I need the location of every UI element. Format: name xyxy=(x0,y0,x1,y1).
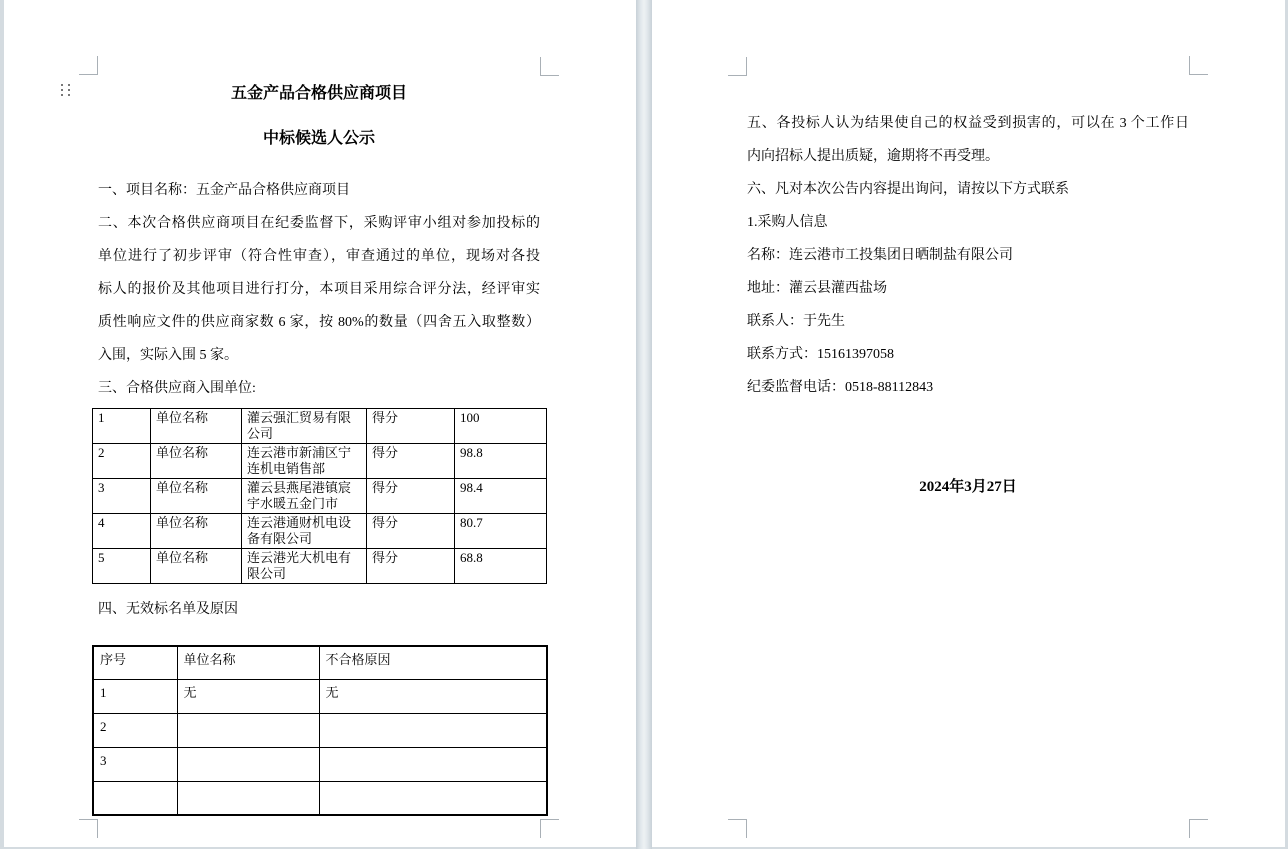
invalid-bids-table xyxy=(92,645,548,816)
unit-label-cell[interactable]: 单位名称 xyxy=(151,479,242,514)
winners-table-row xyxy=(93,514,547,549)
reason-cell[interactable] xyxy=(319,747,547,781)
unit-label-cell[interactable]: 单位名称 xyxy=(151,549,242,584)
body-line: 联系方式：15161397058 xyxy=(747,347,894,362)
crop-mark-p1-top-right xyxy=(540,57,559,76)
document-title xyxy=(98,71,540,161)
section4-heading: 四、无效标名单及原因 xyxy=(98,602,238,617)
seq-cell[interactable]: 2 xyxy=(93,444,151,479)
page-2[interactable] xyxy=(652,0,1285,847)
seq-cell[interactable]: 1 xyxy=(93,409,151,444)
body-line: 五、各投标人认为结果使自己的权益受到损害的，可以在 3 个工作日 xyxy=(747,116,1189,131)
unit-header-cell[interactable]: 单位名称 xyxy=(177,646,319,679)
seq-header-cell[interactable]: 序号 xyxy=(93,646,177,679)
crop-mark-p2-top-left xyxy=(728,57,747,76)
drag-handle-icon[interactable] xyxy=(61,84,70,96)
publish-date: 2024年3月27日 xyxy=(919,479,1017,495)
winners-table-row xyxy=(93,409,547,444)
seq-cell[interactable]: 1 xyxy=(93,679,177,713)
winners-table-row xyxy=(93,479,547,514)
body-line: 标人的报价及其他项目进行打分，本项目采用综合评分法，经评审实 xyxy=(98,282,540,297)
seq-cell[interactable]: 3 xyxy=(93,747,177,781)
winners-table xyxy=(92,408,547,584)
body-line: 联系人：于先生 xyxy=(747,314,845,329)
unit-cell[interactable] xyxy=(177,747,319,781)
score-label-cell[interactable]: 得分 xyxy=(367,444,455,479)
body-line: 1.采购人信息 xyxy=(747,215,828,230)
unit-label-cell[interactable]: 单位名称 xyxy=(151,514,242,549)
winners-table-row xyxy=(93,444,547,479)
unit-cell[interactable] xyxy=(177,781,319,815)
title-line-2: 中标候选人公示 xyxy=(262,130,375,147)
invalid-table-header-row xyxy=(93,646,547,679)
body-line: 入围，实际入围 5 家。 xyxy=(98,348,238,363)
body-line: 地址：灌云县灌西盐场 xyxy=(747,281,887,296)
unit-cell[interactable] xyxy=(177,713,319,747)
reason-cell[interactable] xyxy=(319,713,547,747)
page2-paragraphs xyxy=(747,107,1189,404)
unit-name-cell[interactable]: 灌云强汇贸易有限公司 xyxy=(242,409,367,444)
unit-name-cell[interactable]: 连云港光大机电有限公司 xyxy=(242,549,367,584)
reason-header-cell[interactable]: 不合格原因 xyxy=(319,646,547,679)
body-line: 一、项目名称：五金产品合格供应商项目 xyxy=(98,183,350,198)
body-line: 单位进行了初步评审（符合性审查），审查通过的单位，现场对各投 xyxy=(98,249,540,264)
crop-mark-p2-top-right xyxy=(1189,56,1208,75)
winners-table-row xyxy=(93,549,547,584)
score-cell[interactable]: 98.4 xyxy=(455,479,547,514)
seq-cell[interactable]: 3 xyxy=(93,479,151,514)
score-label-cell[interactable]: 得分 xyxy=(367,409,455,444)
crop-mark-p2-bottom-right xyxy=(1189,819,1208,838)
body-line: 纪委监督电话：0518-88112843 xyxy=(747,380,934,395)
unit-name-cell[interactable]: 连云港通财机电设备有限公司 xyxy=(242,514,367,549)
page-gap xyxy=(636,0,652,849)
crop-mark-p1-bottom-right xyxy=(540,819,559,838)
body-line: 二、本次合格供应商项目在纪委监督下，采购评审小组对参加投标的 xyxy=(98,216,540,231)
score-label-cell[interactable]: 得分 xyxy=(367,479,455,514)
crop-mark-p1-bottom-left xyxy=(79,819,98,838)
body-line: 名称：连云港市工投集团日晒制盐有限公司 xyxy=(747,248,1013,263)
reason-cell[interactable] xyxy=(319,781,547,815)
unit-name-cell[interactable]: 灌云县燕尾港镇宸宇水暖五金门市 xyxy=(242,479,367,514)
seq-cell[interactable] xyxy=(93,781,177,815)
invalid-table-row xyxy=(93,781,547,815)
body-line: 三、合格供应商入围单位: xyxy=(98,381,256,396)
unit-name-cell[interactable]: 连云港市新浦区宁连机电销售部 xyxy=(242,444,367,479)
page-1[interactable] xyxy=(4,0,636,847)
unit-label-cell[interactable]: 单位名称 xyxy=(151,409,242,444)
score-label-cell[interactable]: 得分 xyxy=(367,514,455,549)
unit-label-cell[interactable]: 单位名称 xyxy=(151,444,242,479)
score-cell[interactable]: 80.7 xyxy=(455,514,547,549)
invalid-table-row xyxy=(93,747,547,781)
body-line: 六、凡对本次公告内容提出询问，请按以下方式联系 xyxy=(747,182,1069,197)
score-cell[interactable]: 68.8 xyxy=(455,549,547,584)
body-line: 内向招标人提出质疑，逾期将不再受理。 xyxy=(747,149,999,164)
score-cell[interactable]: 100 xyxy=(455,409,547,444)
page1-paragraphs xyxy=(98,174,540,405)
body-line: 质性响应文件的供应商家数 6 家，按 80%的数量（四舍五入取整数） xyxy=(98,315,540,330)
unit-cell[interactable]: 无 xyxy=(177,679,319,713)
seq-cell[interactable]: 4 xyxy=(93,514,151,549)
seq-cell[interactable]: 5 xyxy=(93,549,151,584)
reason-cell[interactable]: 无 xyxy=(319,679,547,713)
score-cell[interactable]: 98.8 xyxy=(455,444,547,479)
invalid-table-row xyxy=(93,713,547,747)
title-line-1: 五金产品合格供应商项目 xyxy=(230,85,407,102)
crop-mark-p2-bottom-left xyxy=(728,819,747,838)
seq-cell[interactable]: 2 xyxy=(93,713,177,747)
invalid-table-row xyxy=(93,679,547,713)
score-label-cell[interactable]: 得分 xyxy=(367,549,455,584)
crop-mark-p1-top-left xyxy=(79,56,98,75)
